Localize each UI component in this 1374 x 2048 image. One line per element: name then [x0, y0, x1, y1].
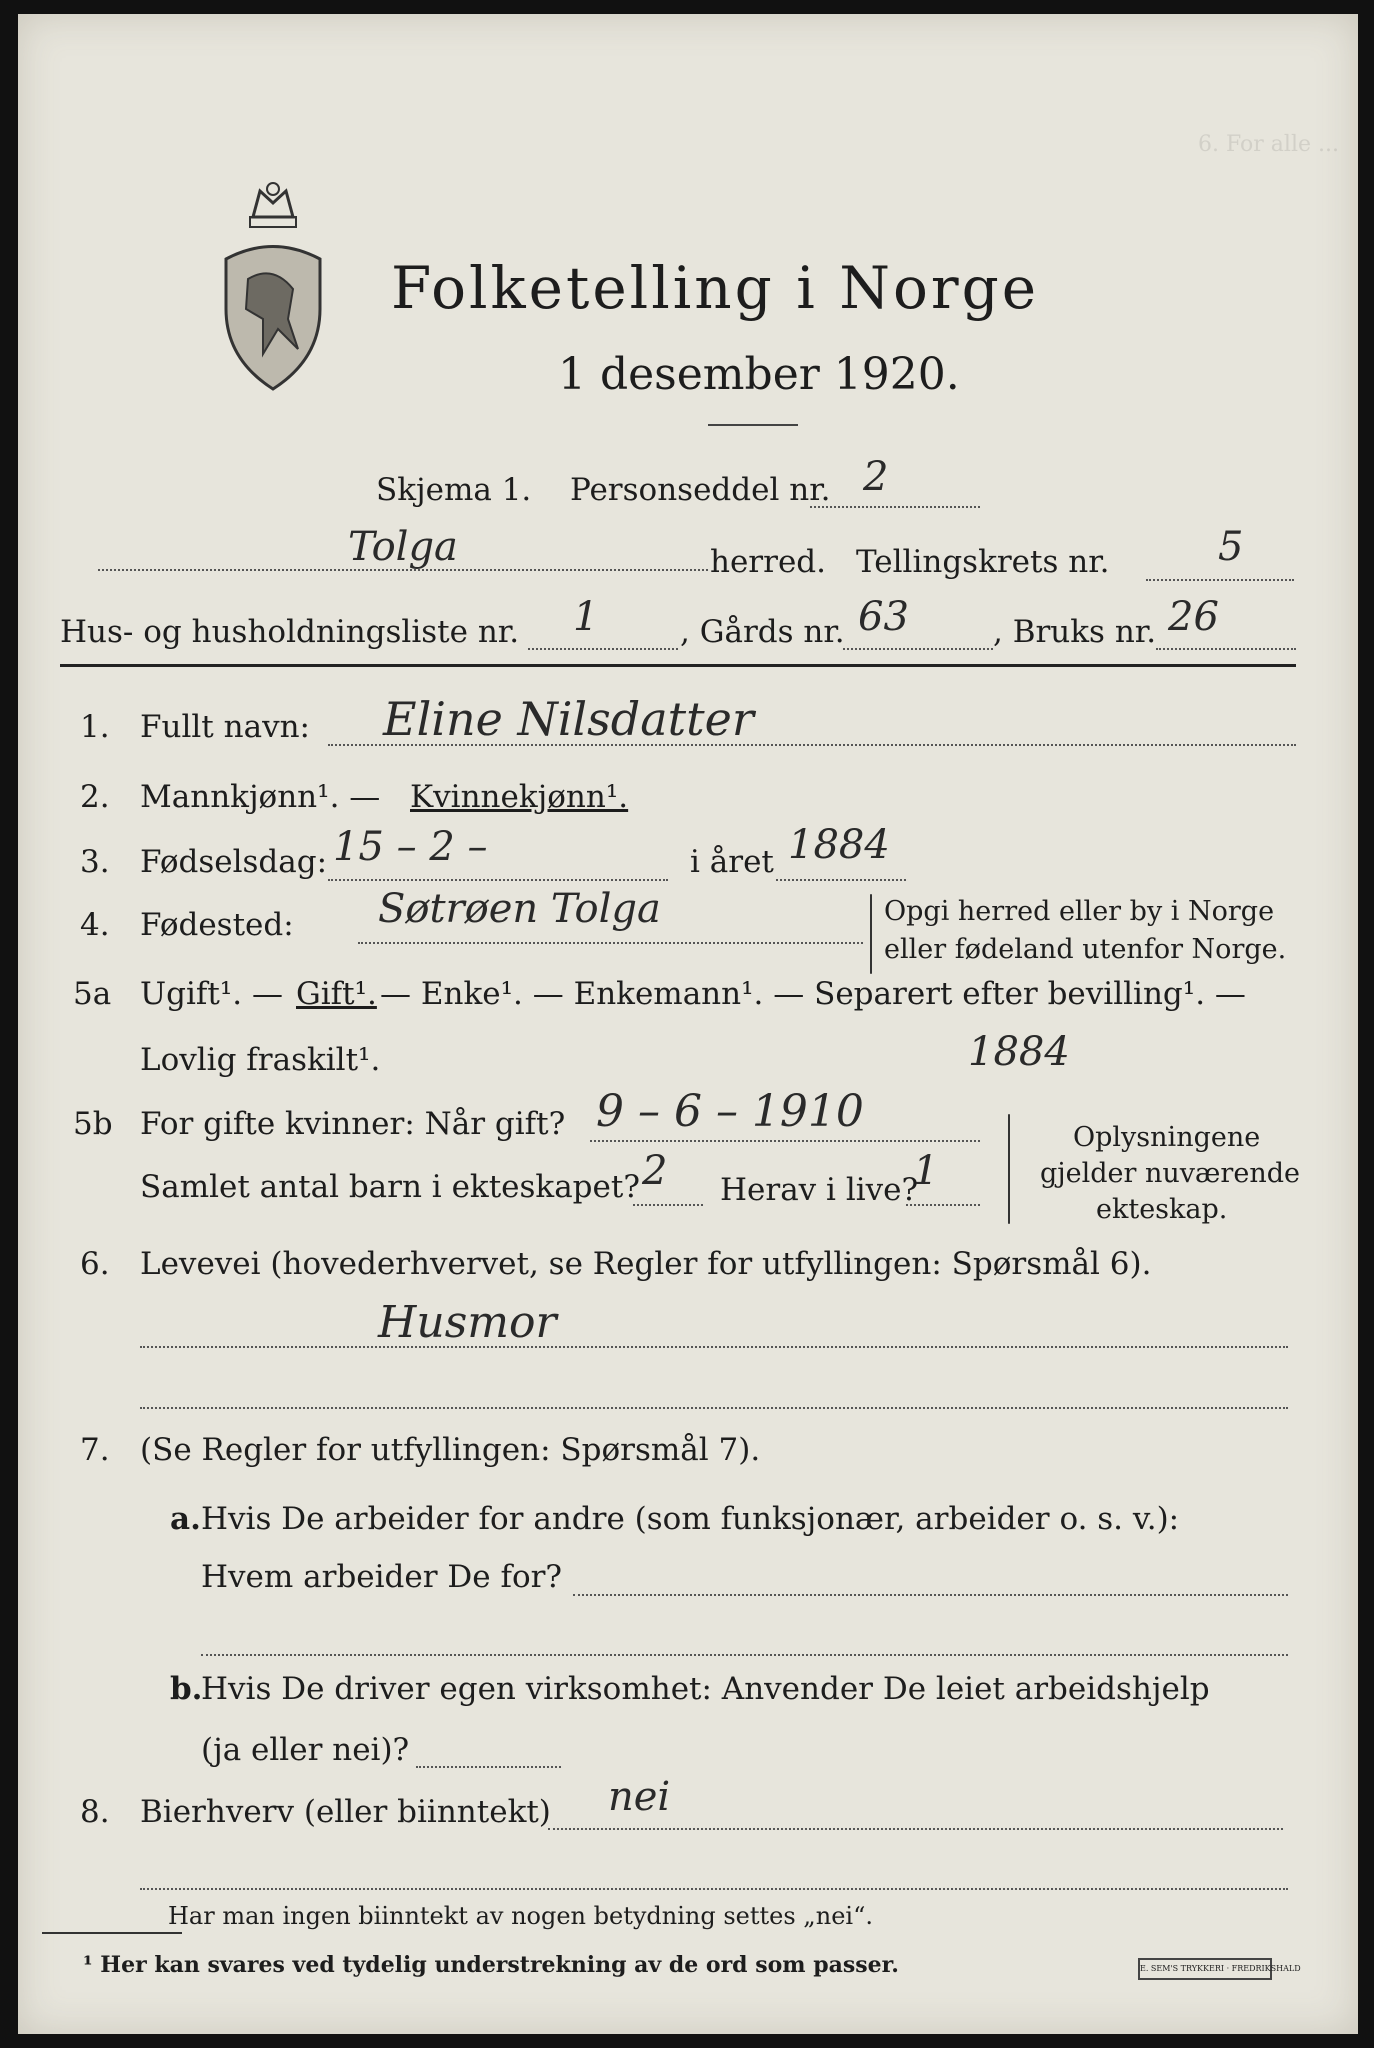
husholdning-label: Hus- og husholdningsliste nr.: [60, 614, 520, 650]
q7a-line1: [573, 1594, 1288, 1596]
q4-birthplace-value[interactable]: Søtrøen Tolga: [378, 886, 661, 932]
q2-male-option[interactable]: Mannkjønn¹. —: [140, 779, 381, 815]
q5b-number: 5b: [73, 1106, 113, 1142]
q4-label: Fødested:: [140, 907, 294, 943]
q8-line1: [548, 1828, 1283, 1830]
footer-note: Har man ingen biinntekt av nogen betydning settes „nei“.: [168, 1902, 873, 1930]
q5b-note-line1: Oplysningene: [1073, 1122, 1261, 1153]
personseddel-value[interactable]: 2: [863, 454, 889, 500]
q5a-married-option[interactable]: Gift¹.: [296, 976, 377, 1012]
q5b-alive-value[interactable]: 1: [913, 1148, 939, 1194]
bruks-value[interactable]: 26: [1168, 594, 1219, 640]
herred-value[interactable]: Tolga: [348, 524, 458, 570]
q5b-children-line: [633, 1204, 703, 1206]
q4-note-line2: eller fødeland utenfor Norge.: [884, 934, 1287, 965]
q5a-unmarried-option[interactable]: Ugift¹. —: [140, 976, 283, 1012]
q7-number: 7.: [80, 1432, 110, 1468]
q6-line2: [140, 1407, 1288, 1409]
q5a-other-options[interactable]: — Enke¹. — Enkemann¹. — Separert efter bevilling¹. —: [380, 976, 1246, 1012]
husholdning-value[interactable]: 1: [573, 594, 599, 640]
q3-label: Fødselsdag:: [140, 844, 328, 880]
q6-line1: [140, 1346, 1288, 1348]
q4-line: [358, 942, 863, 944]
q5b-alive-line: [906, 1204, 980, 1206]
q5a-divorced-option[interactable]: Lovlig fraskilt¹.: [140, 1042, 381, 1078]
q4-number: 4.: [80, 907, 110, 943]
form-date: 1 desember 1920.: [558, 349, 960, 400]
printer-stamp: E. SEM'S TRYKKERI · FREDRIKSHALD: [1138, 1958, 1272, 1980]
q5b-note-line3: ekteskap.: [1096, 1194, 1228, 1225]
q4-brace: [870, 894, 872, 974]
census-form-page: [18, 14, 1358, 2034]
personseddel-line: [810, 506, 980, 508]
title-divider: [708, 424, 798, 426]
q1-number: 1.: [80, 709, 110, 745]
skjema-label: Skjema 1.: [376, 472, 532, 508]
q8-label: Bierhverv (eller biinntekt): [140, 1794, 551, 1830]
q4-note-line1: Opgi herred eller by i Norge: [884, 896, 1275, 927]
q5b-alive-label: Herav i live?: [720, 1172, 919, 1208]
bruks-line: [1156, 648, 1296, 650]
q6-number: 6.: [80, 1246, 110, 1282]
q3-year-value[interactable]: 1884: [788, 822, 890, 868]
q7a-question: Hvem arbeider De for?: [201, 1559, 563, 1595]
q3-year-line: [776, 879, 906, 881]
q7b-line: [416, 1766, 561, 1768]
q5a-margin-value: 1884: [968, 1029, 1070, 1075]
q5b-label: For gifte kvinner: Når gift?: [140, 1106, 566, 1142]
q7b-question: (ja eller nei)?: [201, 1732, 410, 1768]
q3-day-line: [328, 879, 668, 881]
q5b-marriage-date-value[interactable]: 9 – 6 – 1910: [596, 1086, 864, 1137]
footnote: ¹ Her kan svares ved tydelig understrekning av de ord som passer.: [83, 1952, 899, 1978]
q5b-brace: [1008, 1114, 1010, 1224]
q5b-note-line2: gjelder nuværende: [1040, 1158, 1300, 1189]
gards-label: , Gårds nr.: [680, 614, 845, 650]
q3-year-label: i året: [690, 844, 774, 880]
q1-full-name-value[interactable]: Eline Nilsdatter: [383, 692, 754, 746]
q8-number: 8.: [80, 1794, 110, 1830]
q5b-children-label: Samlet antal barn i ekteskapet?: [140, 1169, 640, 1205]
tellingskrets-line: [1146, 579, 1294, 581]
herred-label: herred.: [710, 544, 826, 580]
q3-number: 3.: [80, 844, 110, 880]
husholdning-line: [528, 648, 678, 650]
q2-female-option[interactable]: Kvinnekjønn¹.: [410, 779, 629, 815]
q6-occupation-value[interactable]: Husmor: [378, 1297, 557, 1348]
q8-line2: [140, 1888, 1288, 1890]
q5a-number: 5a: [73, 976, 112, 1012]
q3-birthday-value[interactable]: 15 – 2 –: [333, 824, 488, 870]
q7a-text: Hvis De arbeider for andre (som funksjonær, arbeider o. s. v.):: [201, 1501, 1180, 1537]
q7b-text: Hvis De driver egen virksomhet: Anvender De leiet arbeidshjelp: [201, 1671, 1210, 1707]
q2-number: 2.: [80, 779, 110, 815]
bruks-label: , Bruks nr.: [993, 614, 1157, 650]
q7a-letter: a.: [170, 1501, 201, 1537]
footnote-rule: [42, 1932, 182, 1934]
q7-label: (Se Regler for utfyllingen: Spørsmål 7).: [140, 1432, 761, 1468]
tellingskrets-value[interactable]: 5: [1218, 524, 1244, 570]
form-title: Folketelling i Norge: [391, 254, 1040, 322]
q5b-children-value[interactable]: 2: [642, 1148, 668, 1194]
q6-label: Levevei (hovederhvervet, se Regler for utfyllingen: Spørsmål 6).: [140, 1246, 1152, 1282]
q1-label: Fullt navn:: [140, 709, 310, 745]
gards-line: [843, 648, 993, 650]
bleed-through-text: 6. For alle ...: [1198, 132, 1339, 157]
section-divider: [60, 664, 1296, 667]
coat-of-arms-icon: [218, 179, 328, 394]
q8-side-income-value[interactable]: nei: [608, 1774, 671, 1820]
q7a-line2: [201, 1654, 1288, 1656]
q5b-date-line: [590, 1140, 980, 1142]
tellingskrets-label: Tellingskrets nr.: [856, 544, 1110, 580]
personseddel-label: Personseddel nr.: [570, 472, 831, 508]
gards-value[interactable]: 63: [858, 594, 909, 640]
q7b-letter: b.: [170, 1671, 203, 1707]
